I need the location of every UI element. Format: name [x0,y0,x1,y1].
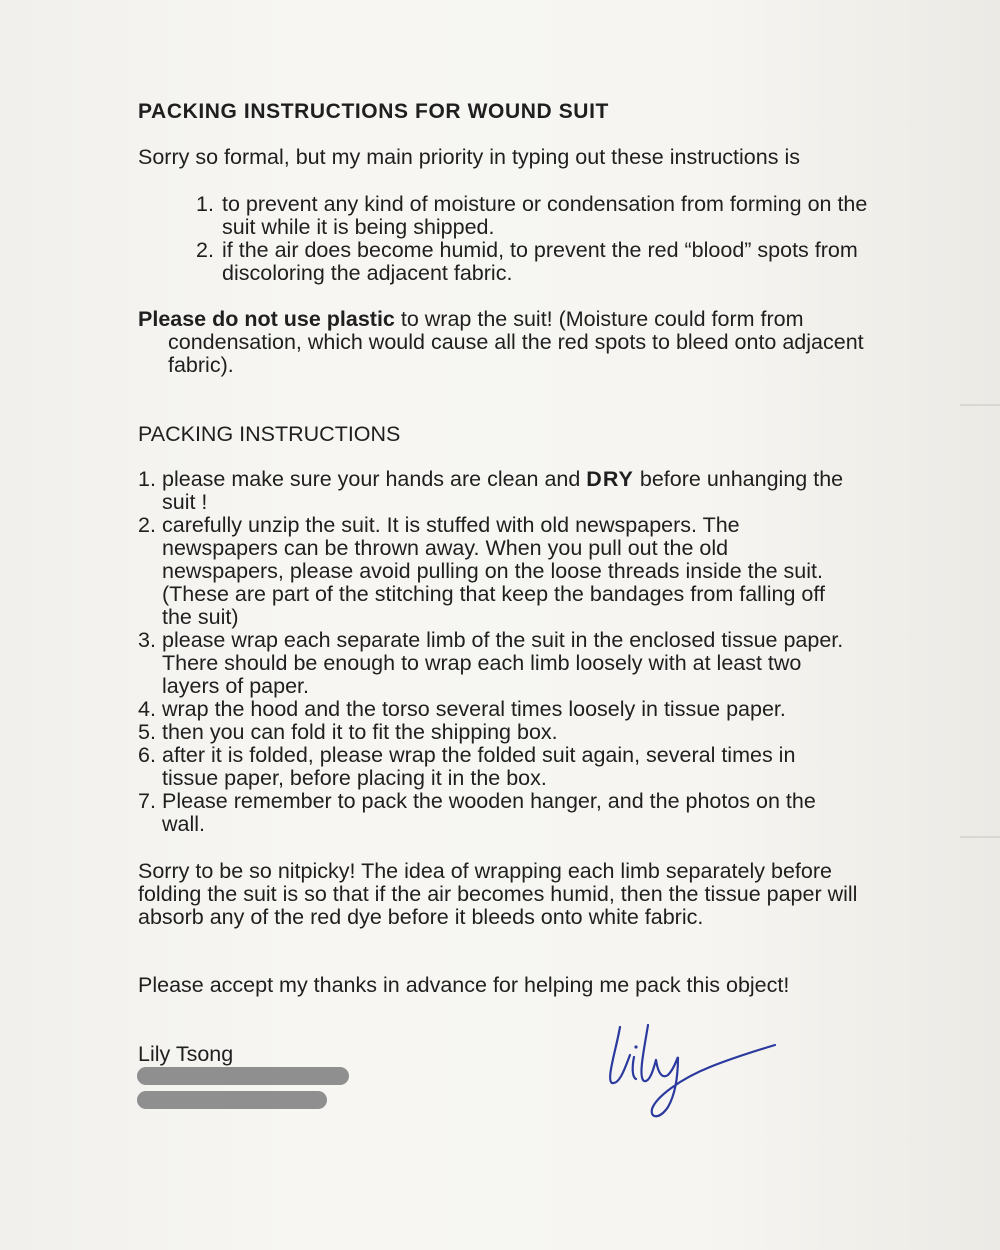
signer-name: Lily Tsong [138,1042,234,1066]
thanks-line: Please accept my thanks in advance for helping me pack this object! [138,973,790,997]
list-item [138,698,848,721]
plastic-warning [138,308,868,377]
warning-lead: Please do not use plastic [138,307,395,331]
warning-text: to wrap the suit! (Moisture could form from condensation, which would cause all the red spots to bleed onto adjacent fabric). [168,307,864,377]
redacted-line [137,1067,349,1085]
priority-list [196,193,876,285]
list-number: 5. [138,720,156,744]
list-number: 3. [138,628,156,652]
list-text: carefully unzip the suit. It is stuffed with old newspapers. The newspapers can be thrown away. When you pull out the old newspapers, please avoid pulling on the loose threads inside the suit. (These are part of the stitching that keep the bandages from falling off the suit) [162,513,825,629]
step-text: before unhanging the suit ! [162,467,844,514]
section-heading: PACKING INSTRUCTIONS [138,422,401,446]
list-number: 1. [196,192,214,216]
list-text: after it is folded, please wrap the folded suit again, several times in tissue paper, before placing it in the box. [162,743,796,790]
list-number: 7. [138,789,156,813]
step-text: please make sure your hands are clean and [162,467,587,491]
paper-fold-mark [960,836,1000,838]
list-text: wrap the hood and the torso several times loosely in tissue paper. [162,697,786,721]
list-text: please wrap each separate limb of the suit in the enclosed tissue paper. There should be enough to wrap each limb loosely with at least two layers of paper. [162,628,844,698]
list-text [162,468,848,514]
handwritten-signature [590,1005,790,1125]
list-item [138,744,848,790]
step-emphasis: DRY [586,467,634,491]
list-item [196,239,876,285]
list-number: 4. [138,697,156,721]
list-number: 1. [138,467,156,491]
list-item [138,629,848,698]
list-number: 2. [138,513,156,537]
list-item [138,721,848,744]
document-title: PACKING INSTRUCTIONS FOR WOUND SUIT [138,100,609,123]
redacted-line [137,1091,327,1109]
list-number: 2. [196,238,214,262]
list-text: to prevent any kind of moisture or condensation from forming on the suit while it is being shipped. [222,192,868,239]
list-item [138,790,848,836]
paper-fold-mark [960,404,1000,406]
list-number: 6. [138,743,156,767]
list-item [196,193,876,239]
list-item [138,514,848,629]
packing-steps-list [138,468,848,836]
list-text: Please remember to pack the wooden hanger, and the photos on the wall. [162,789,816,836]
list-item [138,468,848,514]
intro-paragraph: Sorry so formal, but my main priority in typing out these instructions is [138,145,800,169]
closing-paragraph: Sorry to be so nitpicky! The idea of wrapping each limb separately before folding the suit is so that if the air becomes humid, then the tissue paper will absorb any of the red dye before it bleeds onto white fabric. [138,859,858,929]
list-text: then you can fold it to fit the shipping box. [162,720,558,744]
list-text: if the air does become humid, to prevent the red “blood” spots from discoloring the adjacent fabric. [222,238,858,285]
